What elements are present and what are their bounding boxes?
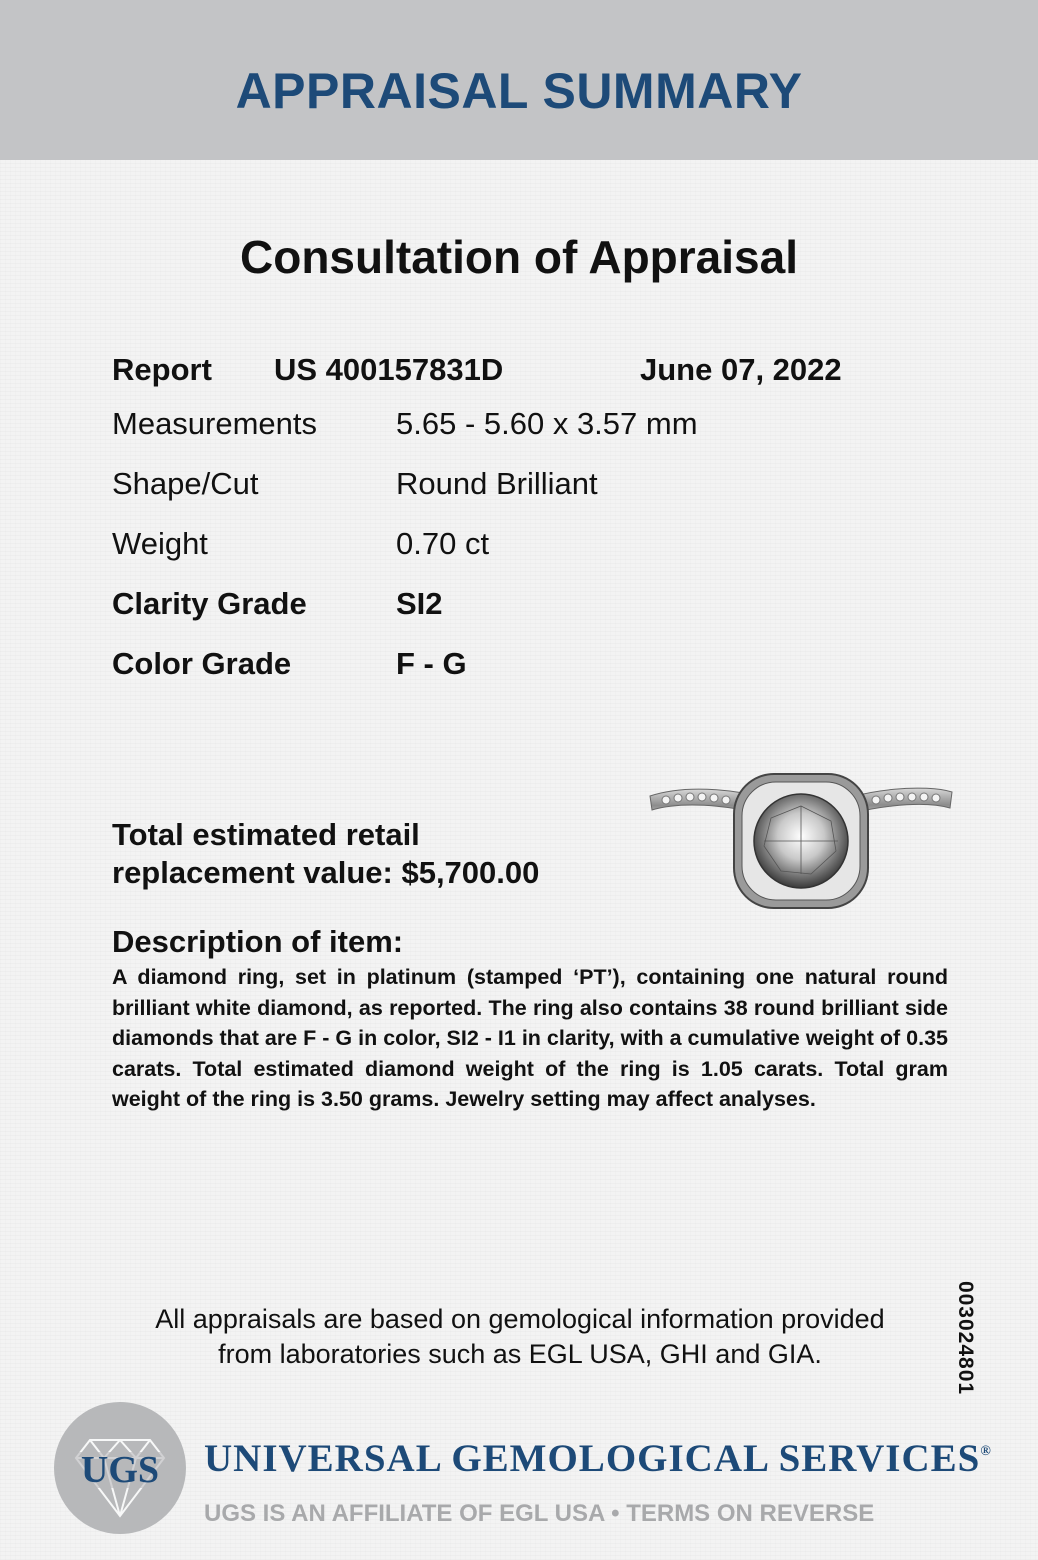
disclaimer-line1: All appraisals are based on gemological information provided — [155, 1304, 885, 1334]
clarity-value: SI2 — [396, 586, 443, 621]
serial-number — [950, 1280, 980, 1396]
header-title: APPRAISAL SUMMARY — [235, 63, 803, 119]
weight-value: 0.70 ct — [396, 526, 490, 561]
disclaimer — [110, 1302, 930, 1372]
description-heading: Description of item: — [112, 924, 404, 959]
clarity-label: Clarity Grade — [112, 586, 307, 621]
report-date: June 07, 2022 — [640, 352, 842, 387]
total-value-line1: Total estimated retail — [112, 817, 420, 852]
ugs-logo-icon — [52, 1400, 188, 1536]
company-name-text: UNIVERSAL GEMOLOGICAL SERVICES — [204, 1437, 981, 1480]
logo-text: UGS — [80, 1449, 160, 1491]
disclaimer-line2: from laboratories such as EGL USA, GHI and GIA. — [218, 1339, 822, 1369]
shape-label: Shape/Cut — [112, 466, 259, 501]
report-number: US 400157831D — [274, 352, 504, 387]
weight-label: Weight — [112, 526, 208, 561]
affiliate-note: UGS IS AN AFFILIATE OF EGL USA • TERMS ON REVERSE — [204, 1500, 875, 1527]
color-value: F - G — [396, 646, 467, 681]
total-value-line2: replacement value: $5,700.00 — [112, 855, 540, 890]
serial-number-text: 003024801 — [954, 1280, 977, 1396]
measurements-label: Measurements — [112, 406, 318, 441]
document-title: Consultation of Appraisal — [240, 231, 798, 283]
registered-mark: ® — [980, 1444, 992, 1459]
shape-value: Round Brilliant — [396, 466, 598, 501]
report-label: Report — [112, 352, 212, 387]
ring-photo — [646, 766, 956, 912]
total-value — [112, 816, 632, 892]
description-body: A diamond ring, set in platinum (stamped ‘PT’), containing one natural round brilliant white diamond, as reported. The ring also contains 38 round brilliant side diamonds that are F - G in color, SI2 - I1 in clarity, with a cumulative weight of 0.35 carats. Total estimated diamond weight of the ring is 1.05 carats. Total gram weight of the ring is 3.50 grams. Jewelry setting may affect analyses. — [112, 965, 948, 1111]
company-name — [204, 1436, 992, 1481]
color-label: Color Grade — [112, 646, 292, 681]
measurements-value: 5.65 - 5.60 x 3.57 mm — [396, 406, 698, 441]
